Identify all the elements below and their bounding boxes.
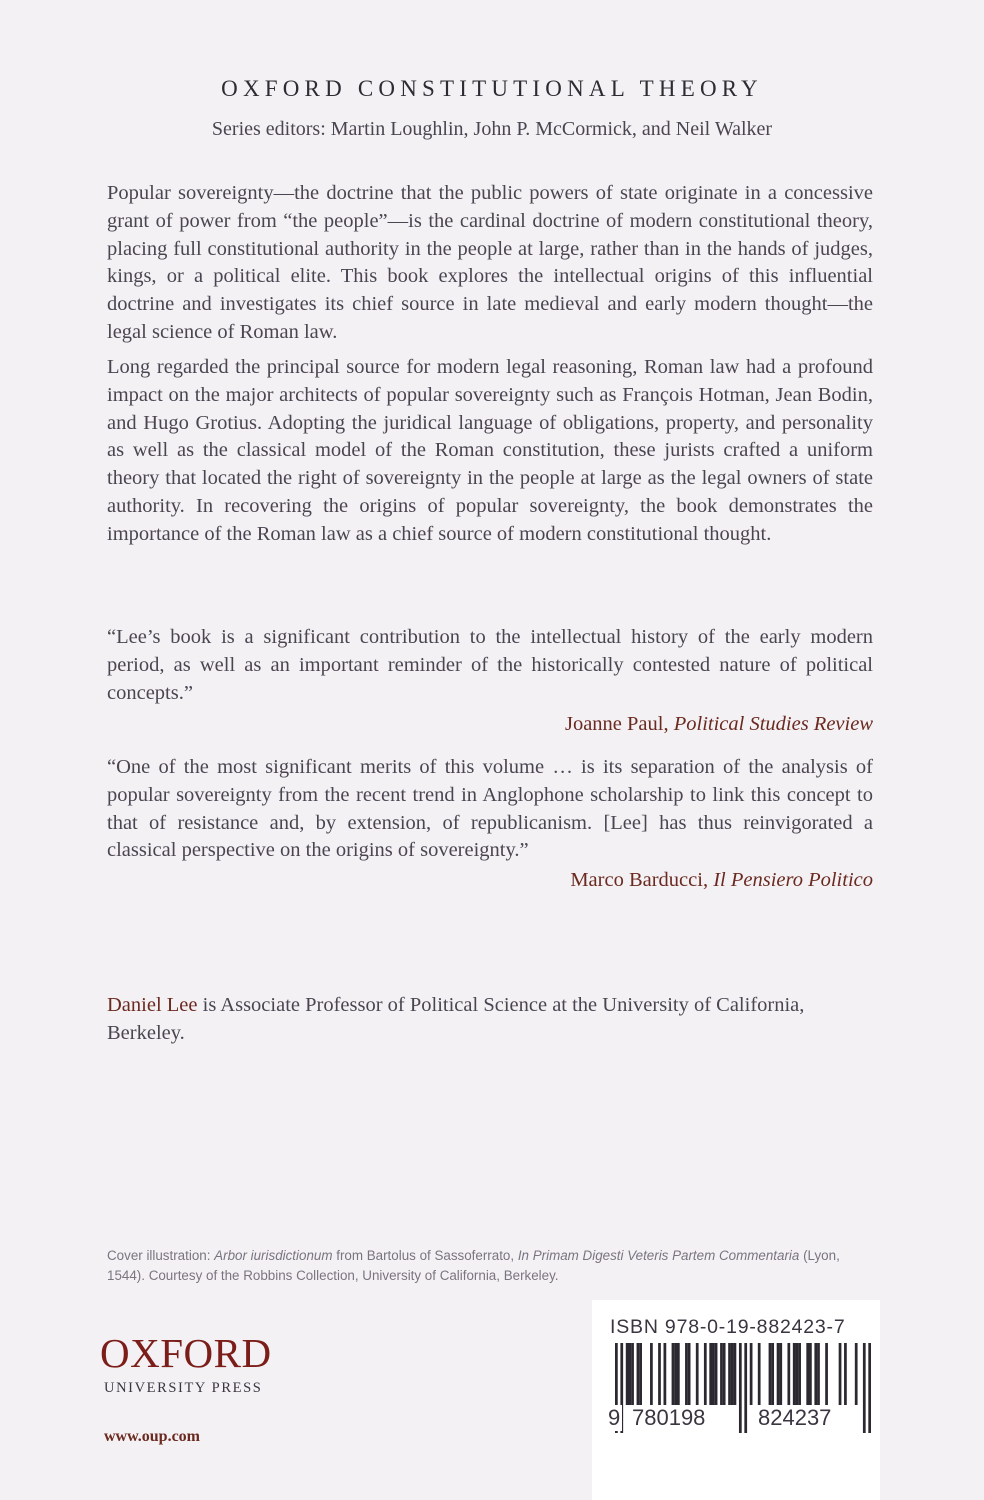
review-publication: Political Studies Review [673,713,873,735]
barcode-bar [628,1343,631,1405]
cover-credit-suffix: (Lyon, 1544). Courtesy of the Robbins Collection, University of California, Berkeley. [107,1248,840,1283]
barcode-guard-bar [744,1343,747,1433]
barcode-bar [626,1343,629,1405]
barcode-bar [658,1343,661,1405]
barcode-bar [758,1343,761,1405]
barcode-bar [825,1343,828,1405]
barcode-bar [712,1343,715,1405]
barcode-bar [631,1343,634,1405]
series-editors: Series editors: Martin Loughlin, John P. McCormick, and Neil Walker [211,118,773,140]
barcode-first-digit: 9 [608,1405,621,1430]
barcode-bar [750,1343,753,1405]
barcode-bar [798,1343,801,1405]
barcode-bar [787,1343,790,1405]
barcode-bar [771,1343,774,1405]
author-name: Daniel Lee [107,994,198,1016]
barcode-guard-bar [863,1343,866,1433]
review-quote-2: “One of the most significant merits of this volume … is its separation of the analysis of popular sovereignty from the recent trend in Anglophone scholarship to link this concept to that of resistance and, by extension, of republicanism. [Lee] has thus reinvigorated a classical perspective on the origins of sovereignty.” [107,756,873,862]
barcode-bar [704,1343,707,1405]
barcode-bar [720,1343,723,1405]
barcode-bar [674,1343,677,1405]
review-attribution-2 [570,869,873,892]
barcode-group-1: 780198 [632,1405,706,1430]
barcode-bar [664,1343,667,1405]
barcode-bar [672,1343,675,1405]
barcode-bar [769,1343,772,1405]
review-attribution-1 [565,713,873,736]
barcode-bar [844,1343,847,1405]
barcode-bar [777,1343,780,1405]
cover-credit-book: In Primam Digesti Veteris Partem Commentaria [517,1248,800,1263]
barcode-bar [734,1343,737,1405]
barcode-bar [637,1343,640,1405]
barcode-bar [817,1343,820,1405]
barcode-bar [809,1343,812,1405]
barcode-guard-bar [739,1343,742,1433]
barcode-bar [779,1343,782,1405]
barcode-bar [688,1343,691,1405]
barcode-bar [639,1343,642,1405]
description-paragraph-1: Popular sovereignty—the doctrine that the public powers of state originate in a concessive grant of power from “the people”—is the cardinal doctrine of modern constitutional theory, placing full constitutional authority in the people at large, rather than in the hands of judges, kings, or a political elite. This book explores the intellectual origins of this influential doctrine and investigates its chief source in late medieval and early modern thought—the legal science of Roman law. [107,182,873,343]
barcode-bar [731,1343,734,1405]
barcode-bar [796,1343,799,1405]
reviewer-name: Joanne Paul, [564,713,669,735]
barcode-group-2: 824237 [758,1405,832,1430]
barcode-bar [677,1343,680,1405]
series-title: OXFORD CONSTITUTIONAL THEORY [221,76,763,101]
barcode-bar [650,1343,653,1405]
barcode-bar [793,1343,796,1405]
description-paragraph-2: Long regarded the principal source for modern legal reasoning, Roman law had a profound impact on the major architects of popular sovereignty such as François Hotman, Jean Bodin, and Hugo Grotius. Adopting the juridical language of obligations, property, and personality as well as the classical model of the Roman constitution, these jurists crafted a uniform theory that located the right of sovereignty in the people at large as the legal owners of state authority. In recovering the origins of popular sovereignty, the book demonstrates the importance of the Roman law as a chief source of modern constitutional thought. [107,356,873,545]
publisher-logo: OXFORD [100,1330,272,1376]
cover-credit-work: Arbor iurisdictionum [214,1248,333,1263]
barcode-bar [709,1343,712,1405]
barcode-bar [685,1343,688,1405]
publisher-subtitle: UNIVERSITY PRESS [104,1380,263,1396]
barcode-bar [855,1343,858,1405]
barcode-bar [728,1343,731,1405]
barcode-bar [715,1343,718,1405]
isbn-label: ISBN 978-0-19-882423-7 [610,1316,846,1338]
cover-credit-middle: from Bartolus of Sassoferrato, [332,1248,518,1263]
review-publication: Il Pensiero Politico [713,869,873,891]
barcode-guard-bar [868,1343,871,1433]
author-bio-text: is Associate Professor of Political Science at the University of California, Berkeley. [107,994,805,1044]
author-bio [107,992,873,1048]
barcode-bar [806,1343,809,1405]
barcode-bar [723,1343,726,1405]
cover-credit-prefix: Cover illustration: [107,1248,215,1263]
barcode-bar [839,1343,842,1405]
publisher-website: www.oup.com [104,1428,201,1445]
barcode-bar [696,1343,699,1405]
cover-credit [107,1246,877,1286]
reviewer-name: Marco Barducci, [570,869,709,891]
barcode-bar [814,1343,817,1405]
review-quote-1: “Lee’s book is a significant contribution to the intellectual history of the early modern period, as well as an important reminder of the historically contested nature of political concepts.” [107,626,873,704]
